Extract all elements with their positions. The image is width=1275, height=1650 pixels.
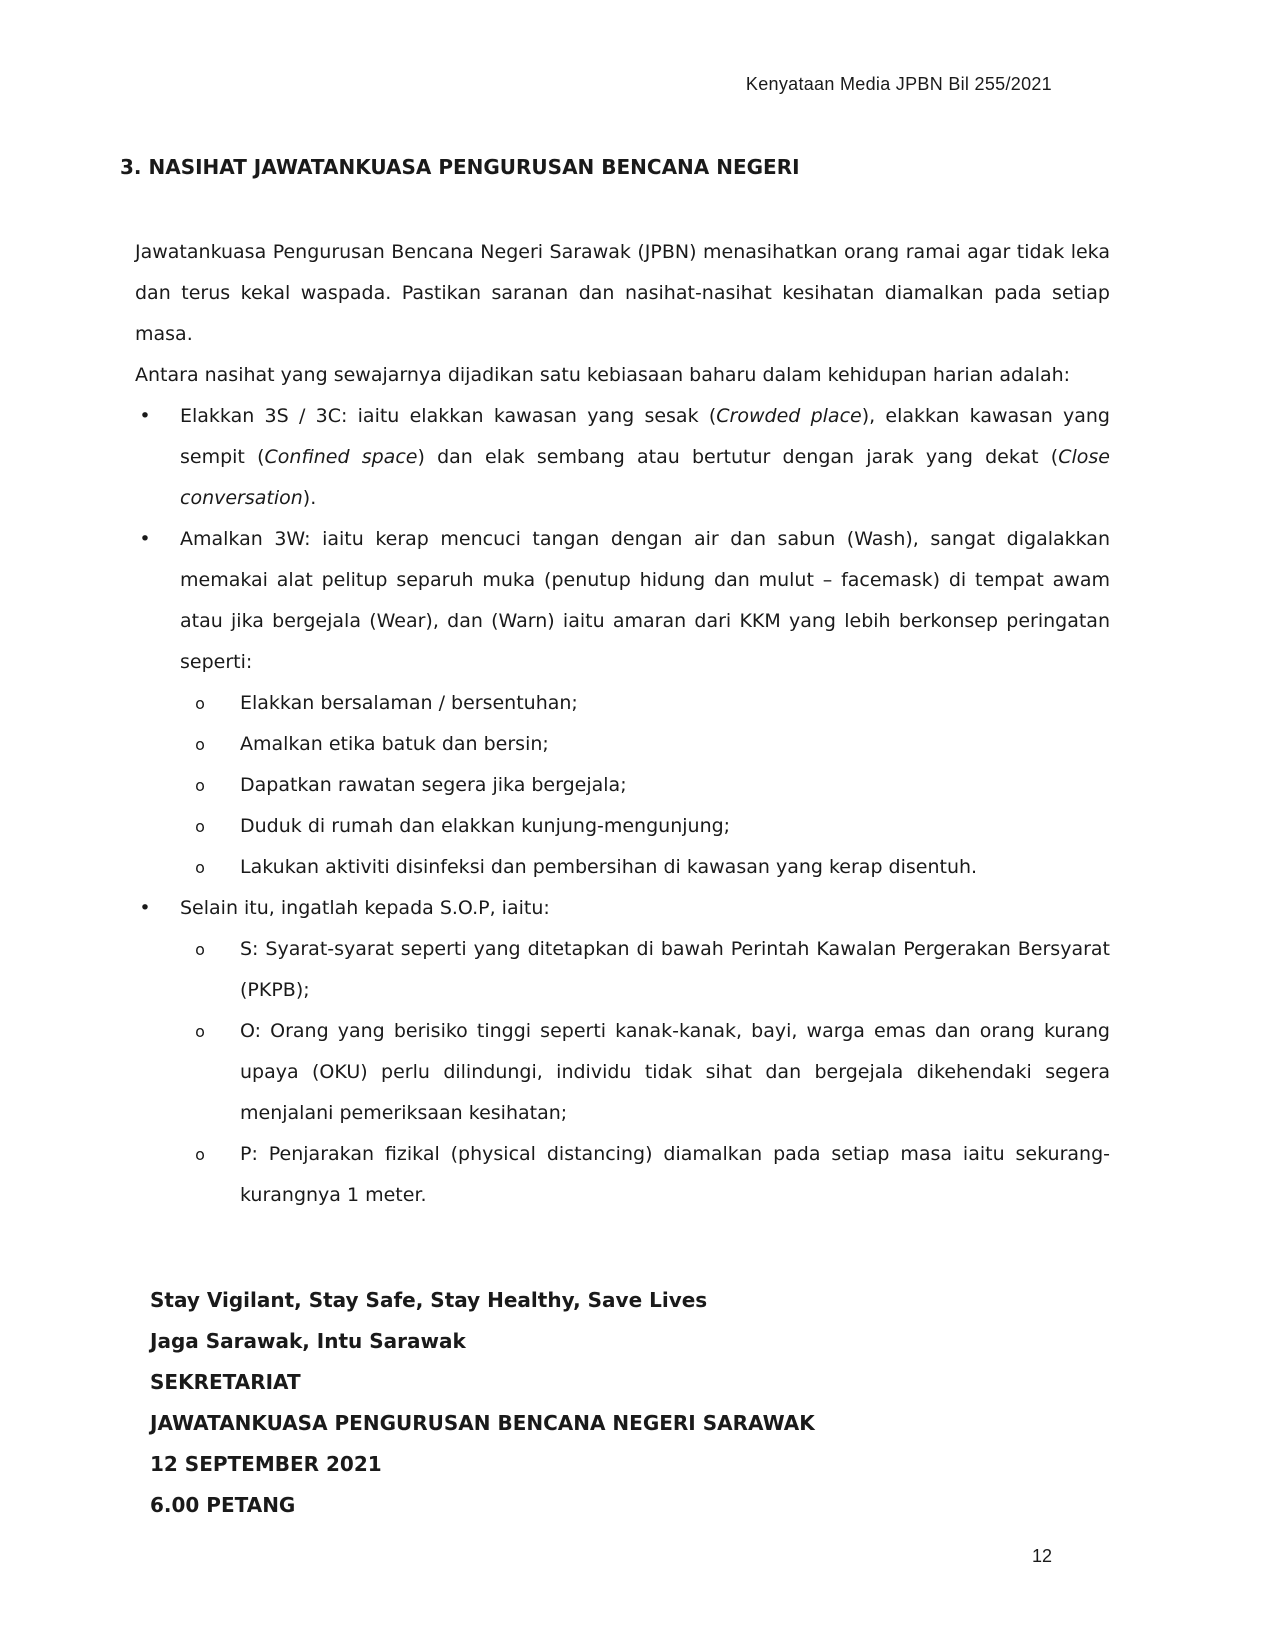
page-number: 12 <box>1031 1546 1052 1566</box>
secretariat-label: SEKRETARIAT <box>150 1370 301 1394</box>
advice-text: Selain itu, ingatlah kepada S.O.P, iaitu: <box>180 897 550 919</box>
sub-item-text: Dapatkan rawatan segera jika bergejala; <box>240 774 627 796</box>
slogan-line: Stay Vigilant, Stay Safe, Stay Healthy, Save Lives <box>150 1288 708 1312</box>
advice-text: Amalkan 3W: iaitu kerap mencuci tangan dengan air dan sabun (Wash), sangat digalakkan memakai alat pelitup separuh muka (penutup hidung dan mulut – facemask) di tempat awam atau jika bergejala (Wear), dan (Warn) iaitu amaran dari KKM yang lebih berkonsep peringatan seperti: <box>180 528 1110 673</box>
closing-block <box>150 1280 815 1526</box>
document-reference: Kenyataan Media JPBN Bil 255/2021 <box>745 74 1052 94</box>
term-close-conversation: Close conversation <box>180 446 1110 509</box>
advice-text: ). <box>302 487 317 509</box>
sub-item <box>180 929 1110 1011</box>
advice-text: ) dan elak sembang atau bertutur dengan jarak yang dekat ( <box>417 446 1059 468</box>
advice-item-sop <box>135 888 1110 1216</box>
advice-list <box>135 396 1110 1216</box>
sop-sublist <box>180 929 1110 1216</box>
sub-item <box>180 806 1110 847</box>
sub-item-text: O: Orang yang berisiko tinggi seperti kanak-kanak, bayi, warga emas dan orang kurang upaya (OKU) perlu dilindungi, individu tidak sihat dan bergejala dikehendaki segera menjalani pemeriksaan kesihatan; <box>240 1020 1110 1124</box>
sub-item <box>180 847 1110 888</box>
committee-name: JAWATANKUASA PENGURUSAN BENCANA NEGERI SARAWAK <box>150 1411 815 1435</box>
sub-item-text: Amalkan etika batuk dan bersin; <box>240 733 549 755</box>
advice-item-3s3c <box>135 396 1110 519</box>
sub-item-text: P: Penjarakan fizikal (physical distancing) diamalkan pada setiap masa iaitu sekurang-kurangnya 1 meter. <box>240 1143 1110 1206</box>
sub-item-text: Duduk di rumah dan elakkan kunjung-mengunjung; <box>240 815 731 837</box>
term-confined-space: Confined space <box>264 446 418 468</box>
release-date: 12 SEPTEMBER 2021 <box>150 1452 382 1476</box>
bullet-dot-icon: • <box>139 897 151 919</box>
sub-item-text: Lakukan aktiviti disinfeksi dan pembersihan di kawasan yang kerap disentuh. <box>240 856 978 878</box>
circle-bullet-icon: o <box>195 694 205 713</box>
sub-item <box>180 1134 1110 1216</box>
warn-sublist <box>180 683 1110 888</box>
circle-bullet-icon: o <box>195 1022 205 1041</box>
section-title: 3. NASIHAT JAWATANKUASA PENGURUSAN BENCANA NEGERI <box>120 155 800 179</box>
circle-bullet-icon: o <box>195 817 205 836</box>
intro-paragraph: Jawatankuasa Pengurusan Bencana Negeri Sarawak (JPBN) menasihatkan orang ramai agar tidak leka dan terus kekal waspada. Pastikan saranan dan nasihat-nasihat kesihatan diamalkan pada setiap masa. <box>135 241 1110 345</box>
sub-item-text: Elakkan bersalaman / bersentuhan; <box>240 692 578 714</box>
advice-text: ), elakkan kawasan yang sempit ( <box>180 405 1110 468</box>
release-time: 6.00 PETANG <box>150 1493 296 1517</box>
slogan-line: Jaga Sarawak, Intu Sarawak <box>150 1329 466 1353</box>
sub-item-text: S: Syarat-syarat seperti yang ditetapkan di bawah Perintah Kawalan Pergerakan Bersyarat (PKPB); <box>240 938 1110 1001</box>
sub-item <box>180 724 1110 765</box>
intro-lead-in: Antara nasihat yang sewajarnya dijadikan satu kebiasaan baharu dalam kehidupan harian adalah: <box>135 364 1071 386</box>
sub-item <box>180 765 1110 806</box>
circle-bullet-icon: o <box>195 858 205 877</box>
sub-item <box>180 1011 1110 1134</box>
circle-bullet-icon: o <box>195 776 205 795</box>
circle-bullet-icon: o <box>195 940 205 959</box>
advice-text: Elakkan 3S / 3C: iaitu elakkan kawasan yang sesak ( <box>180 405 717 427</box>
circle-bullet-icon: o <box>195 1145 205 1164</box>
circle-bullet-icon: o <box>195 735 205 754</box>
bullet-dot-icon: • <box>139 528 151 550</box>
document-body <box>135 232 1110 1216</box>
sub-item <box>180 683 1110 724</box>
advice-item-3w <box>135 519 1110 888</box>
term-crowded-place: Crowded place <box>716 405 862 427</box>
bullet-dot-icon: • <box>139 405 151 427</box>
